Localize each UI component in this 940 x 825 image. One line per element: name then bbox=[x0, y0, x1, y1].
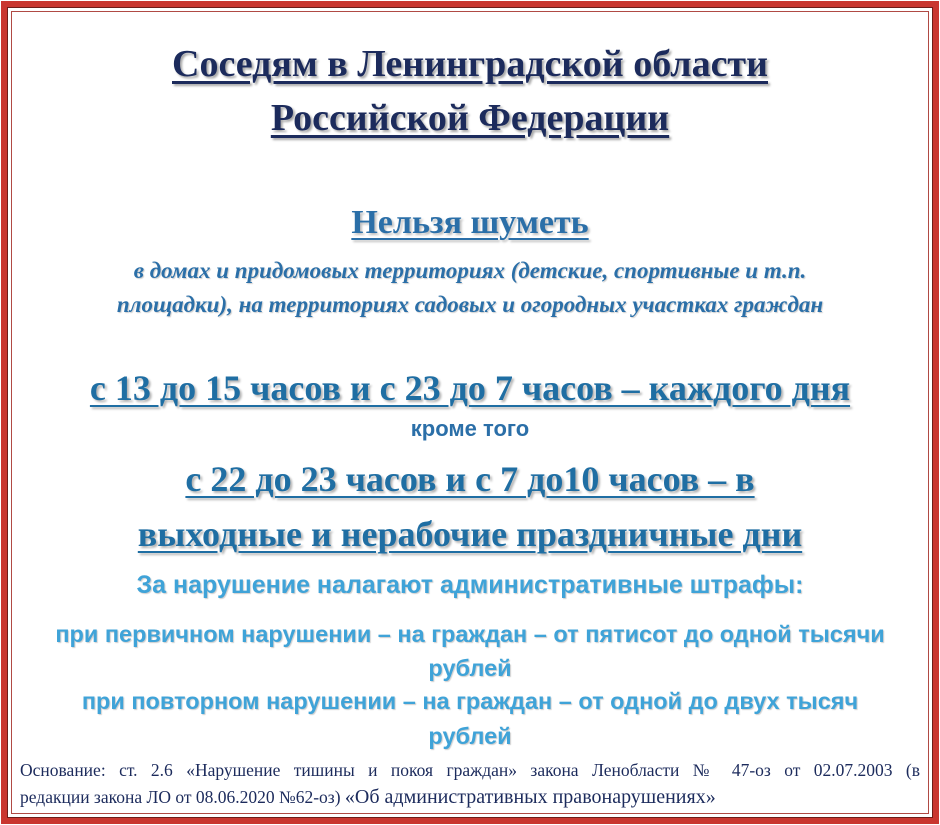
title-line-1: Соседям в Ленинградской области bbox=[172, 43, 768, 85]
legal-basis-line-1: Основание: ст. 2.6 «Нарушение тишины и покоя граждан» закона Ленобласти № 47-оз от 02.07.2003 (в bbox=[20, 760, 920, 780]
besides-text: кроме того bbox=[410, 416, 530, 441]
first-offense-line-2: рублей bbox=[428, 655, 512, 681]
law-name: «Об административных правонарушениях» bbox=[344, 786, 716, 808]
legal-basis-amendment: редакции закона ЛО от 08.06.2020 №62-оз) bbox=[20, 787, 341, 807]
legal-basis-line-2 bbox=[20, 786, 928, 809]
daily-hours: с 13 до 15 часов и с 23 до 7 часов – каждого дня bbox=[89, 368, 851, 408]
first-offense-line-1: при первичном нарушении – на граждан – от пятисот до одной тысячи bbox=[55, 621, 885, 647]
poster-content bbox=[11, 11, 929, 814]
places-line-2: площадки), на территориях садовых и огородных участках граждан bbox=[116, 292, 824, 317]
repeat-offense-line-1: при повторном нарушении – на граждан – от одной до двух тысяч bbox=[81, 688, 859, 714]
repeat-offense-line-2: рублей bbox=[428, 723, 512, 749]
poster-frame bbox=[1, 1, 939, 824]
title-line-2: Российской Федерации bbox=[270, 97, 670, 139]
weekend-hours-line-2: выходные и нерабочие праздничные дни bbox=[137, 514, 803, 554]
prohibition-heading: Нельзя шуметь bbox=[351, 204, 589, 241]
places-line-1: в домах и придомовых территориях (детские, спортивные и т.п. bbox=[133, 258, 807, 283]
fines-heading: За нарушение налагают административные штрафы: bbox=[136, 571, 804, 599]
poster-inner-border bbox=[7, 7, 933, 818]
weekend-hours-line-1: с 22 до 23 часов и с 7 до10 часов – в bbox=[185, 459, 755, 499]
